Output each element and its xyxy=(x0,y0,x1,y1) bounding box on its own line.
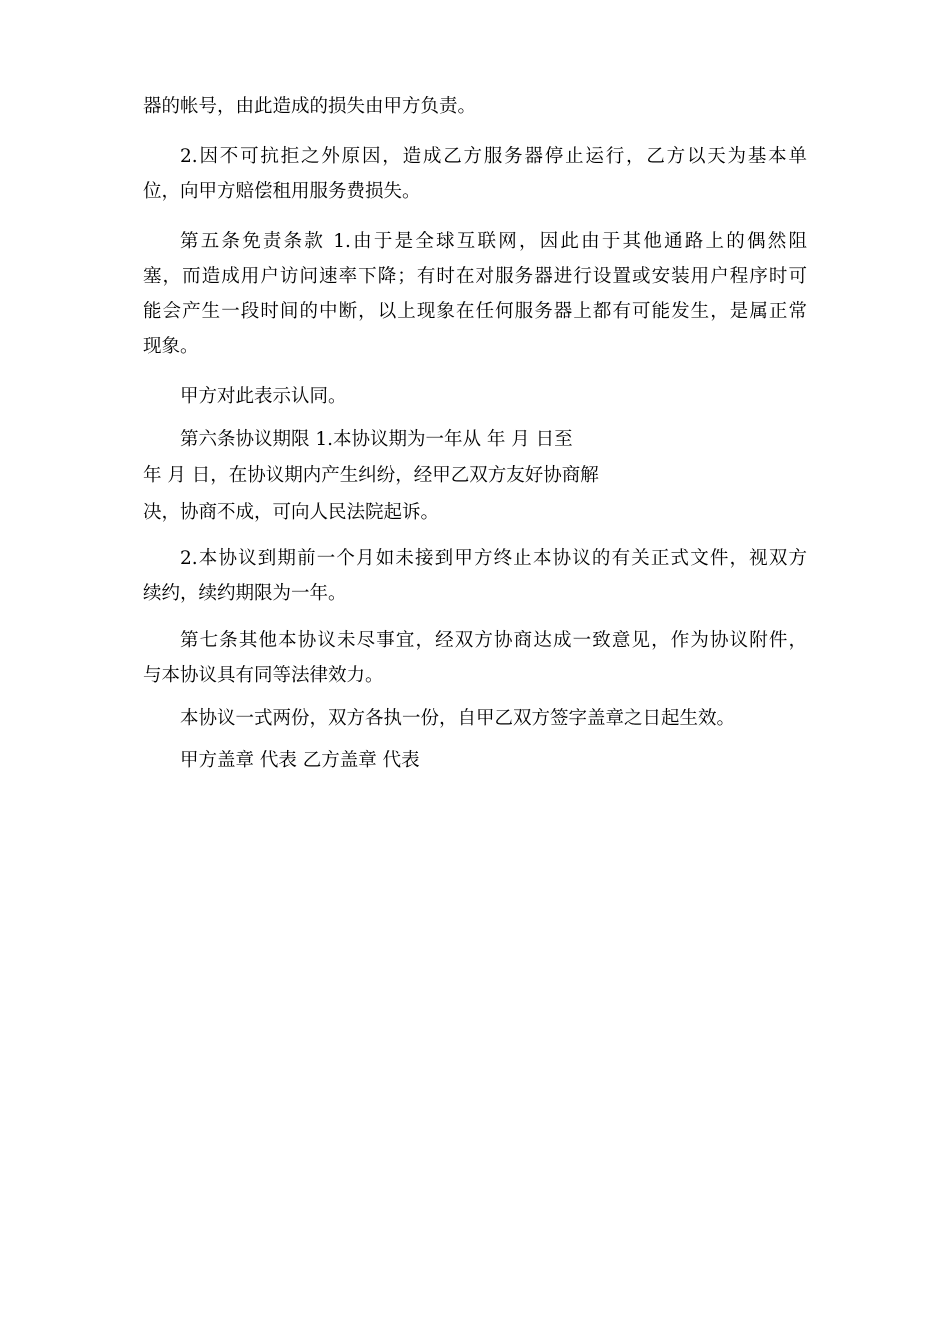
text-line: 第六条协议期限 1.本协议期为一年从 年 月 日至 xyxy=(180,429,573,450)
text-line: 器的帐号，由此造成的损失由甲方负责。 xyxy=(143,96,477,117)
text-line: 甲方对此表示认同。 xyxy=(180,386,347,407)
text-line: 本协议一式两份，双方各执一份，自甲乙双方签字盖章之日起生效。 xyxy=(180,708,736,729)
signature-line: 甲方盖章 代表 乙方盖章 代表 xyxy=(180,750,420,771)
text-line: 续约，续约期限为一年。 xyxy=(143,583,347,604)
text-line: 与本协议具有同等法律效力。 xyxy=(143,665,384,686)
text-line: 2.因不可抗拒之外原因，造成乙方服务器停止运行，乙方以天为基本单 xyxy=(180,146,807,167)
text-line: 能会产生一段时间的中断，以上现象在任何服务器上都有可能发生，是属正常 xyxy=(143,301,807,322)
text-line: 年 月 日，在协议期内产生纠纷，经甲乙双方友好协商解 xyxy=(143,465,599,486)
text-line: 2.本协议到期前一个月如未接到甲方终止本协议的有关正式文件，视双方 xyxy=(180,548,807,569)
text-line: 决，协商不成，可向人民法院起诉。 xyxy=(143,502,440,523)
text-line: 第五条免责条款 1.由于是全球互联网，因此由于其他通路上的偶然阻 xyxy=(180,231,807,252)
text-line: 位，向甲方赔偿租用服务费损失。 xyxy=(143,181,421,202)
text-line: 塞，而造成用户访问速率下降；有时在对服务器进行设置或安装用户程序时可 xyxy=(143,266,807,287)
text-line: 现象。 xyxy=(143,336,199,357)
text-line: 第七条其他本协议未尽事宜，经双方协商达成一致意见，作为协议附件， xyxy=(180,630,807,651)
